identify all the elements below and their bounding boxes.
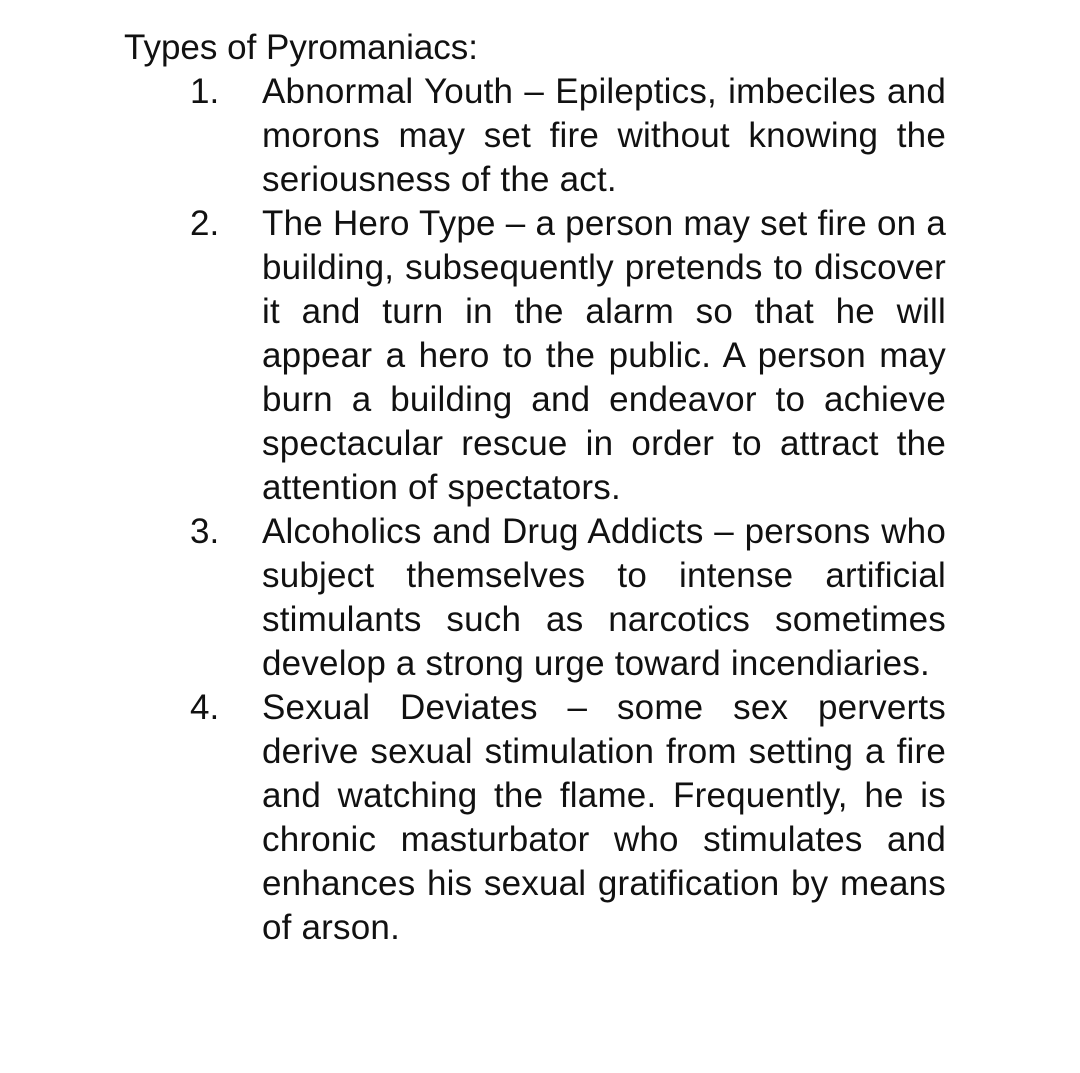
list-item-text: Sexual Deviates – some sex perverts derive sexual stimulation from setting a fire and watching the flame. Frequently, he is chronic masturbator who stimulates and enhances his sexual gratification by means of arson. bbox=[262, 688, 946, 947]
list-item-text: Alcoholics and Drug Addicts – persons who subject themselves to intense artificial stimulants such as narcotics sometimes develop a strong urge toward incendiaries. bbox=[262, 512, 946, 683]
list-item-number: 4. bbox=[190, 688, 220, 727]
list-item bbox=[124, 70, 946, 202]
document-body bbox=[124, 26, 946, 950]
list-item-number: 2. bbox=[190, 204, 220, 243]
list-item-number: 3. bbox=[190, 512, 220, 551]
list-item-number: 1. bbox=[190, 72, 220, 111]
pyromaniac-types-list bbox=[124, 70, 946, 950]
document-heading: Types of Pyromaniacs: bbox=[124, 28, 479, 67]
list-item-text: The Hero Type – a person may set fire on a building, subsequently pretends to discover it and turn in the alarm so that he will appear a hero to the public. A person may burn a building and endeavor to achieve spectacular rescue in order to attract the attention of spectators. bbox=[262, 204, 946, 507]
list-item-text: Abnormal Youth – Epileptics, imbeciles and morons may set fire without knowing the seriousness of the act. bbox=[262, 72, 946, 199]
list-item bbox=[124, 686, 946, 950]
list-item bbox=[124, 202, 946, 510]
list-item bbox=[124, 510, 946, 686]
